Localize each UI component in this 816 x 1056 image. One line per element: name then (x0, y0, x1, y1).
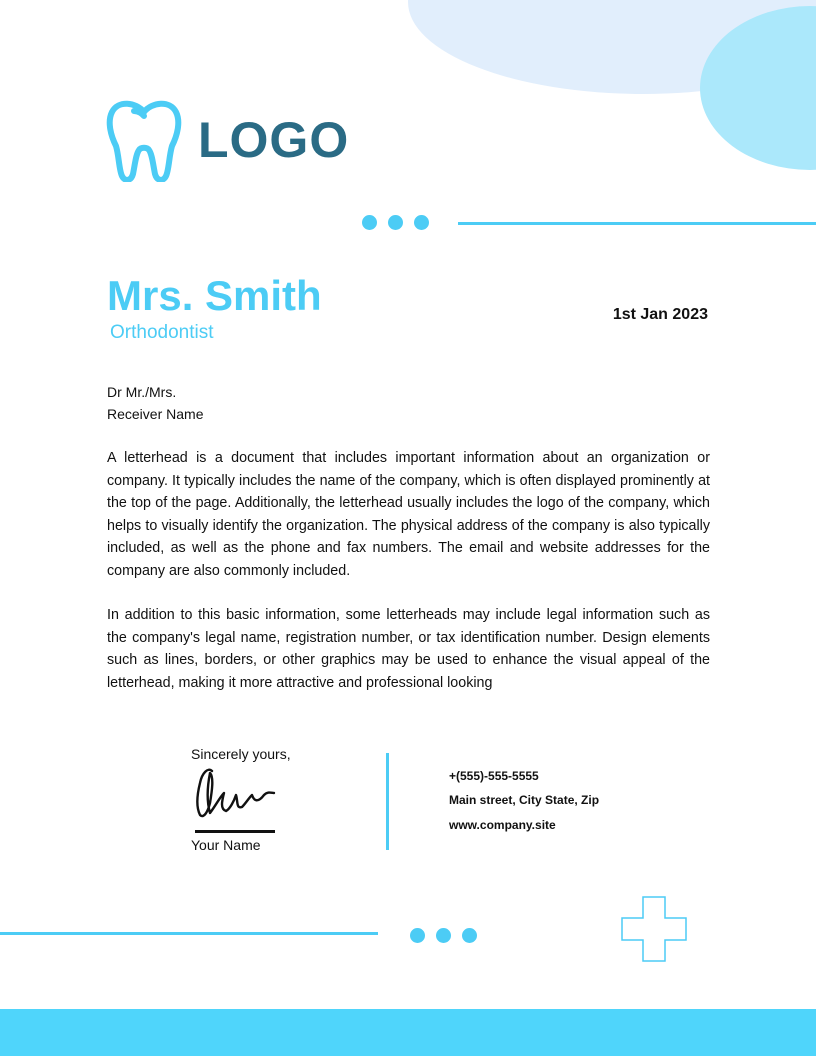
recipient-salutation: Dr Mr./Mrs. (107, 384, 177, 400)
body-paragraph-2: In addition to this basic information, some letterheads may include legal information such as the company's legal name, registration number, or tax identification number. Design elements such as lines, borders, or other graphics may be used to enhance the visual appeal of the letterhead, making it more attractive and professional looking (107, 607, 710, 691)
recipient-name: Receiver Name (107, 406, 204, 422)
contact-address: Main street, City State, Zip (449, 793, 600, 808)
medical-cross-icon (621, 896, 687, 962)
recipient-block (107, 381, 203, 425)
decorative-dots-bottom (410, 928, 477, 943)
body-paragraph-1: A letterhead is a document that includes important information about an organization or company. It typically includes the name of the company, which is often displayed prominently at the top of the page. Additionally, the letterhead usually includes the logo of the company, which helps to visually identify the organization. The physical address of the company is also typically included, as well as the phone and fax numbers. The email and website addresses for the company are also commonly included. (107, 450, 710, 579)
dot (414, 215, 429, 230)
sender-name: Mrs. Smith (107, 272, 322, 319)
signoff-name: Your Name (191, 837, 261, 853)
contact-block (449, 764, 599, 837)
dot (410, 928, 425, 943)
dot (388, 215, 403, 230)
dot (436, 928, 451, 943)
dot (362, 215, 377, 230)
vertical-divider (386, 753, 389, 850)
closing-text: Sincerely yours, (191, 746, 291, 762)
signature-line (195, 830, 275, 833)
contact-phone: +(555)-555-5555 (449, 769, 539, 783)
logo-text: LOGO (198, 112, 350, 168)
logo (106, 98, 349, 182)
signature-image (190, 763, 280, 825)
letter-date: 1st Jan 2023 (612, 306, 708, 323)
dot (462, 928, 477, 943)
contact-website: www.company.site (449, 817, 556, 832)
decorative-dots-top (362, 215, 429, 230)
divider-line-top (458, 222, 816, 225)
footer-bar (0, 1009, 816, 1056)
tooth-icon (106, 98, 182, 182)
divider-line-bottom (0, 932, 378, 935)
sender-title: Orthodontist (110, 322, 214, 343)
